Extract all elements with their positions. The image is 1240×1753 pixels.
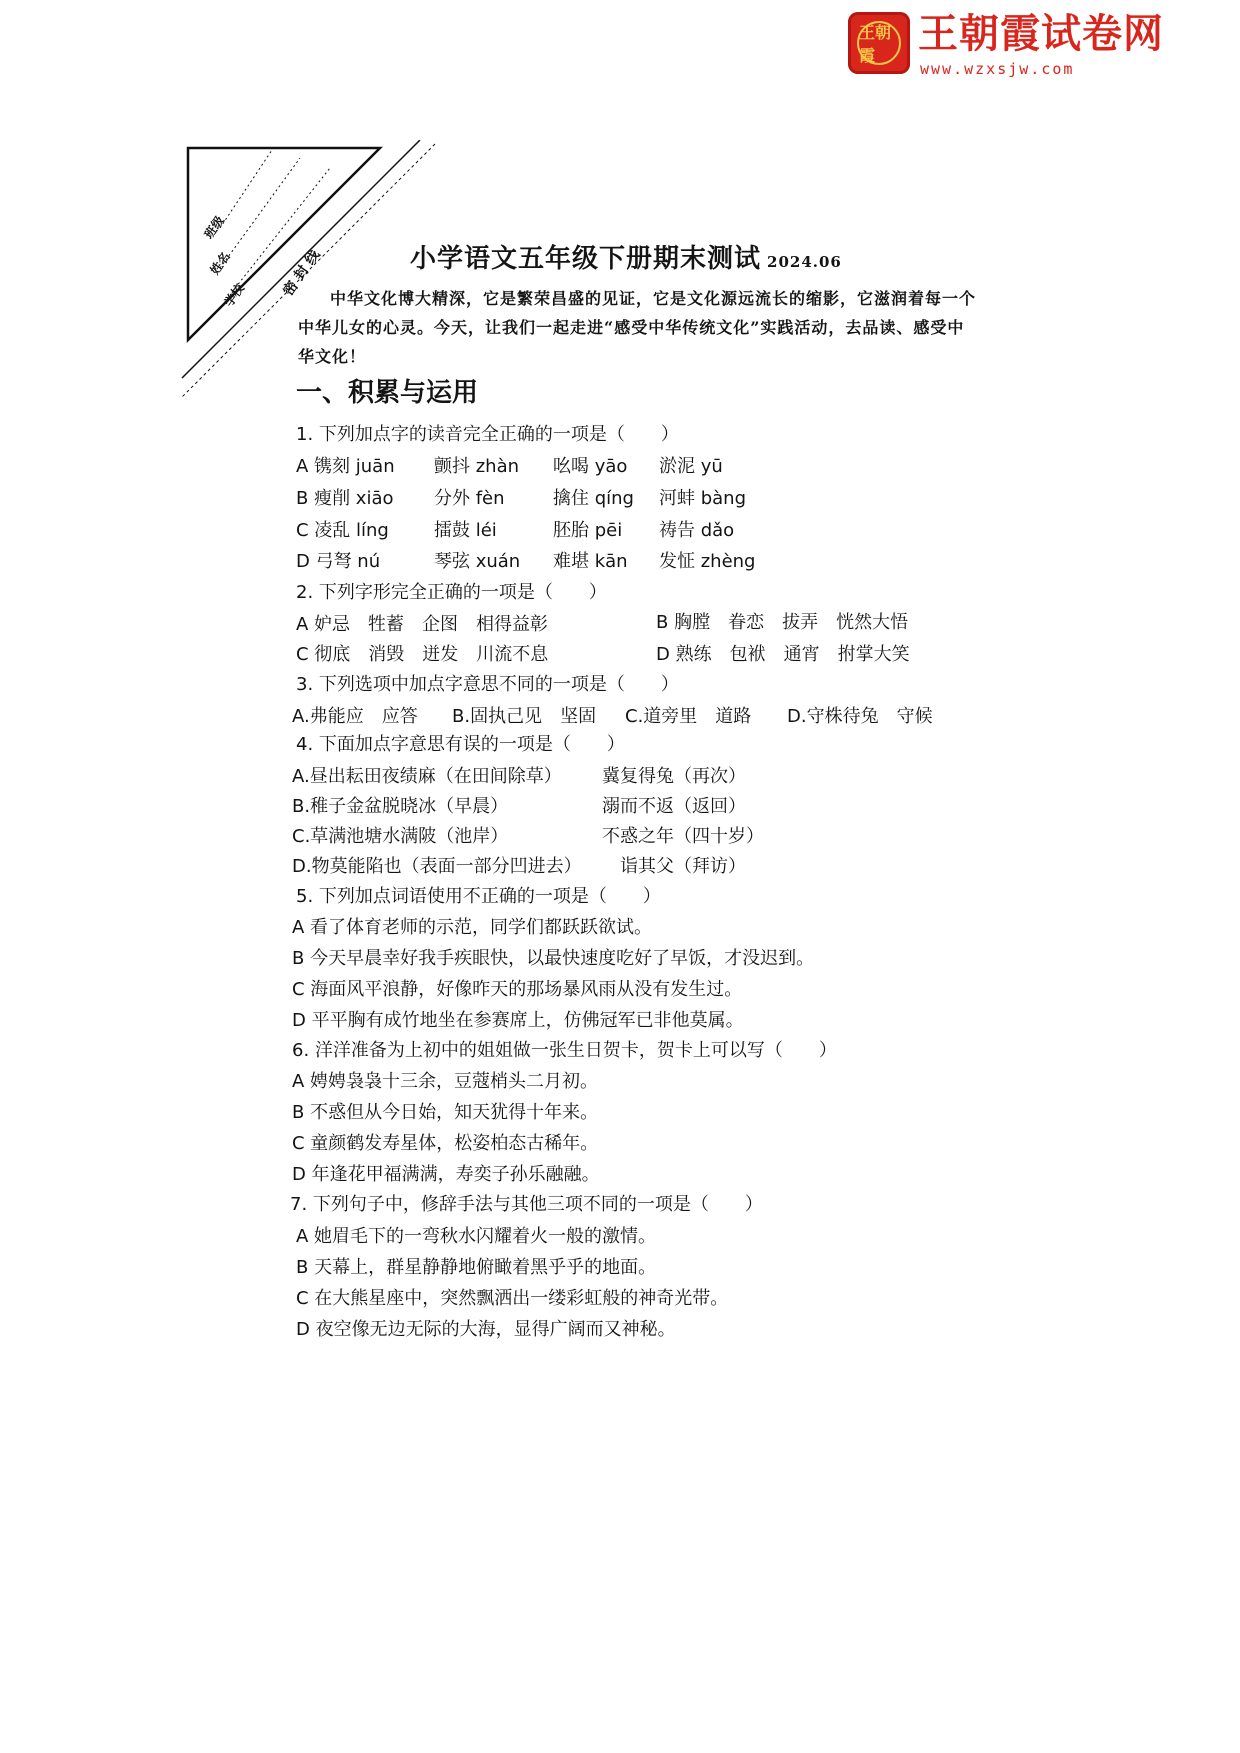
- q3-option-d: D.守株待兔 守候: [787, 706, 933, 727]
- q4-a-2: 冀复得兔（再次）: [602, 766, 746, 787]
- q4-b-2: 溺而不返（返回）: [602, 796, 746, 817]
- q3-stem: 3. 下列选项中加点字意思不同的一项是（ ）: [296, 674, 679, 695]
- q7-option-d: D 夜空像无边无际的大海，显得广阔而又神秘。: [296, 1319, 676, 1340]
- q1-b-1: B 瘦削 xiāo: [296, 488, 394, 509]
- name-label: 姓名: [207, 249, 233, 278]
- q2-option-c: C 彻底 消毁 迸发 川流不息: [296, 644, 549, 665]
- exam-intro: [298, 284, 978, 371]
- q2-stem: 2. 下列字形完全正确的一项是（ ）: [296, 582, 607, 603]
- q6-option-d: D 年逢花甲福满满，寿奕子孙乐融融。: [292, 1164, 600, 1185]
- section-title: 一、积累与运用: [296, 378, 479, 408]
- q5-option-c: C 海面风平浪静，好像昨天的那场暴风雨从没有发生过。: [292, 979, 743, 1000]
- brand-url: www.wzxsjw.com: [920, 60, 1075, 78]
- q7-stem: 7. 下列句子中，修辞手法与其他三项不同的一项是（ ）: [290, 1194, 763, 1215]
- q5-option-d: D 平平胸有成竹地坐在参赛席上，仿佛冠军已非他莫属。: [292, 1010, 744, 1031]
- q3-option-a: A.弗能应 应答: [292, 706, 418, 727]
- q1-d-2: 琴弦 xuán: [434, 551, 521, 572]
- q5-stem: 5. 下列加点词语使用不正确的一项是（ ）: [296, 886, 661, 907]
- exam-intro-text: 中华文化博大精深，它是繁荣昌盛的见证，它是文化源远流长的缩影，它滋润着每一个中华儿女的心灵。今天，让我们一起走进“感受中华传统文化”实践活动，去品读、感受中华文化！: [298, 289, 977, 366]
- exam-title-text: 小学语文五年级下册期末测试: [410, 244, 762, 274]
- school-label: 学校: [221, 281, 247, 310]
- q7-option-b: B 天幕上，群星静静地俯瞰着黑乎乎的地面。: [296, 1257, 657, 1278]
- q4-b-1: B.稚子金盆脱晓冰（早晨）: [292, 796, 509, 817]
- q4-a-1: A.昼出耘田夜绩麻（在田间除草）: [292, 766, 562, 787]
- q1-d-3: 难堪 kān: [553, 551, 628, 572]
- exam-date: 2024.06: [767, 253, 842, 271]
- q1-d-4: 发怔 zhèng: [659, 551, 756, 572]
- q3-option-c: C.道旁里 道路: [625, 706, 752, 727]
- q1-c-1: C 凌乱 líng: [296, 520, 389, 541]
- q2-option-b: B 胸膛 眷恋 拔弄 恍然大悟: [656, 612, 909, 633]
- q2-option-a: A 妒忌 牲蓄 企图 相得益彰: [296, 614, 549, 635]
- q1-b-2: 分外 fèn: [434, 488, 505, 509]
- q5-option-b: B 今天早晨幸好我手疾眼快，以最快速度吃好了早饭，才没迟到。: [292, 948, 815, 969]
- brand-logo: [848, 10, 1166, 76]
- q1-b-3: 擒住 qíng: [553, 488, 634, 509]
- brand-badge-text: 王朝霞: [857, 21, 901, 65]
- q4-d-1: D.物莫能陷也（表面一部分凹进去）: [292, 856, 582, 877]
- q1-a-2: 颤抖 zhàn: [434, 456, 520, 477]
- q1-c-3: 胚胎 pēi: [553, 520, 623, 541]
- q7-option-c: C 在大熊星座中，突然飘洒出一缕彩虹般的神奇光带。: [296, 1288, 729, 1309]
- q6-option-b: B 不惑但从今日始，知天犹得十年来。: [292, 1102, 599, 1123]
- q3-option-b: B.固执己见 坚固: [452, 706, 597, 727]
- brand-badge-icon: [848, 12, 910, 74]
- q6-option-a: A 娉娉袅袅十三余，豆蔻梢头二月初。: [292, 1071, 599, 1092]
- q6-option-c: C 童颜鹤发寿星体，松姿柏态古稀年。: [292, 1133, 599, 1154]
- q4-c-1: C.草满池塘水满陂（池岸）: [292, 826, 509, 847]
- q1-a-3: 吆喝 yāo: [553, 456, 628, 477]
- class-label: 班级: [201, 213, 227, 242]
- q6-stem: 6. 洋洋准备为上初中的姐姐做一张生日贺卡，贺卡上可以写（ ）: [292, 1040, 837, 1061]
- exam-title: [410, 238, 842, 275]
- q1-b-4: 河蚌 bàng: [659, 488, 747, 509]
- q1-a-1: A 镌刻 juān: [296, 456, 395, 477]
- q1-d-1: D 弓弩 nú: [296, 551, 381, 572]
- q5-option-a: A 看了体育老师的示范，同学们都跃跃欲试。: [292, 917, 653, 938]
- q7-option-a: A 她眉毛下的一弯秋水闪耀着火一般的激情。: [296, 1226, 657, 1247]
- seal-line-label: 密 封 线: [280, 247, 324, 299]
- q2-option-d: D 熟练 包袱 通宵 拊掌大笑: [656, 644, 910, 665]
- q4-c-2: 不惑之年（四十岁）: [602, 826, 764, 847]
- q1-c-2: 擂鼓 léi: [434, 520, 497, 541]
- q4-d-2: 诣其父（拜访）: [620, 856, 746, 877]
- brand-name: 王朝霞试卷网: [918, 11, 1164, 57]
- q1-stem: 1. 下列加点字的读音完全正确的一项是（ ）: [296, 424, 679, 445]
- q1-c-4: 祷告 dǎo: [659, 520, 735, 541]
- q4-stem: 4. 下面加点字意思有误的一项是（ ）: [296, 734, 625, 755]
- q1-a-4: 淤泥 yū: [659, 456, 723, 477]
